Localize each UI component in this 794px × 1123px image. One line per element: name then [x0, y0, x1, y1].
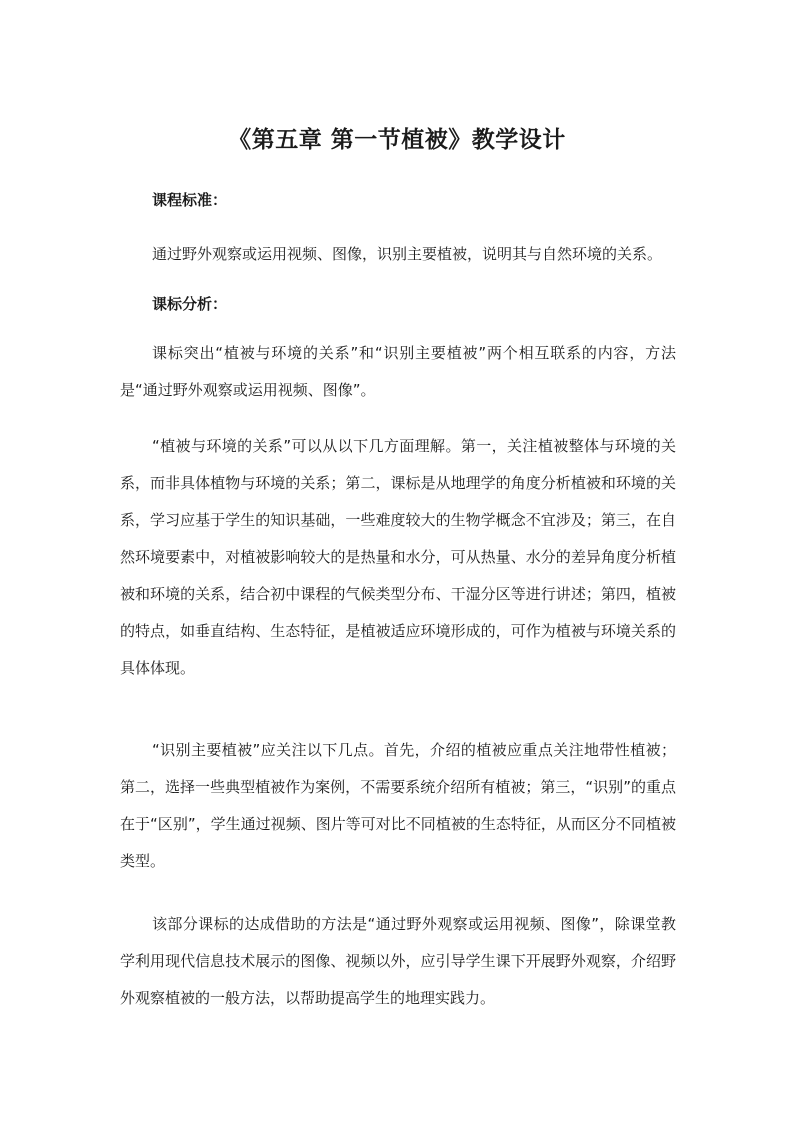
paragraph-vegetation-environment: “植被与环境的关系”可以从以下几方面理解。第一，关注植被整体与环境的关系，而非具体植物与环境的关系；第二，课标是从地理学的角度分析植被和环境的关系，学习应基于学生的知识基础，一些难度较大的生物学概念不宜涉及；第三，在自然环境要素中，对植被影响较大的是热量和水分，可从热量、水分的差异角度分析植被和环境的关系，结合初中课程的气候类型分布、干湿分区等进行讲述；第四，植被的特点，如垂直结构、生态特征，是植被适应环境形成的，可作为植被与环境关系的具体体现。: [120, 437, 676, 677]
paragraph-analysis-overview: 课标突出“植被与环境的关系”和“识别主要植被”两个相互联系的内容，方法是“通过野外观察或运用视频、图像”。: [120, 344, 676, 399]
paragraph-curriculum-standard: 通过野外观察或运用视频、图像，识别主要植被，说明其与自然环境的关系。: [152, 245, 663, 263]
document-title: 《第五章 第一节植被》教学设计: [228, 127, 566, 153]
section-heading-curriculum-standard: 课程标准：: [152, 191, 228, 209]
paragraph-methods: 该部分课标的达成借助的方法是“通过野外观察或运用视频、图像”，除课堂教学利用现代信息技术展示的图像、视频以外，应引导学生课下开展野外观察，介绍野外观察植被的一般方法，以帮助提高学生的地理实践力。: [120, 915, 676, 1007]
paragraph-identify-vegetation: “识别主要植被”应关注以下几点。首先，介绍的植被应重点关注地带性植被；第二，选择一些典型植被作为案例，不需要系统介绍所有植被；第三，“识别”的重点在于“区别”，学生通过视频、图片等可对比不同植被的生态特征，从而区分不同植被类型。: [120, 741, 676, 870]
section-heading-standard-analysis: 课标分析：: [152, 295, 228, 313]
